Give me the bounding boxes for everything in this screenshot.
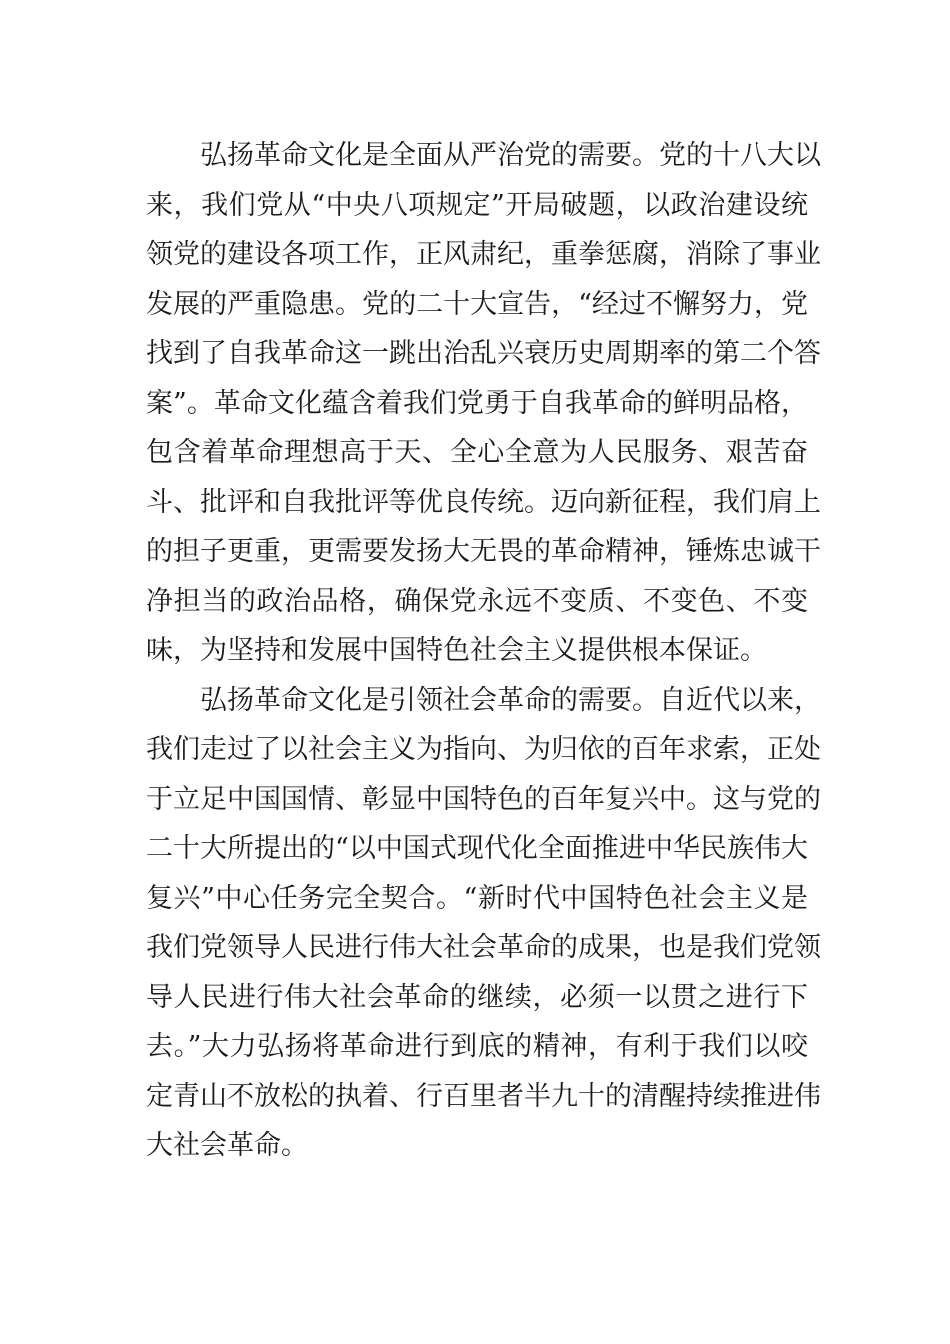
paragraph-line: 弘扬革命文化是引领社会革命的需要。自近代以来， <box>200 684 821 716</box>
paragraph-line: 我们走过了以社会主义为指向、为归依的百年求索，正处 <box>146 734 821 765</box>
paragraph-line: 二十大所提出的“以中国式现代化全面推进中华民族伟大 <box>146 833 808 864</box>
paragraph-line: 的担子更重，更需要发扬大无畏的革命精神，锤炼忠诚干 <box>146 536 821 567</box>
paragraph-line: 大社会革命。 <box>146 1130 308 1161</box>
paragraph-line: 定青山不放松的执着、行百里者半九十的清醒持续推进伟 <box>146 1080 821 1112</box>
paragraph-1 <box>146 131 821 676</box>
paragraph-line: 斗、批评和自我批评等优良传统。迈向新征程，我们肩上 <box>146 486 821 518</box>
paragraph-line: 案”。革命文化蕴含着我们党勇于自我革命的鲜明品格， <box>146 387 808 419</box>
paragraph-line: 味，为坚持和发展中国特色社会主义提供根本保证。 <box>146 635 767 666</box>
paragraph-line: 净担当的政治品格，确保党永远不变质、不变色、不变 <box>146 585 808 617</box>
paragraph-line: 复兴”中心任务完全契合。“新时代中国特色社会主义是 <box>146 882 808 914</box>
document-body <box>146 131 821 1171</box>
paragraph-line: 来，我们党从“中央八项规定”开局破题，以政治建设统 <box>146 189 808 221</box>
paragraph-line: 弘扬革命文化是全面从严治党的需要。党的十八大以 <box>200 140 821 171</box>
paragraph-line: 我们党领导人民进行伟大社会革命的成果，也是我们党领 <box>146 932 821 963</box>
paragraph-line: 找到了自我革命这一跳出治乱兴衰历史周期率的第二个答 <box>146 338 821 369</box>
paragraph-line: 领党的建设各项工作，正风肃纪，重拳惩腐，消除了事业 <box>146 239 821 270</box>
paragraph-line: 于立足中国国情、彰显中国特色的百年复兴中。这与党的 <box>146 783 821 815</box>
paragraph-line: 包含着革命理想高于天、全心全意为人民服务、艰苦奋 <box>146 437 808 468</box>
paragraph-2 <box>146 676 821 1171</box>
paragraph-line: 去。”大力弘扬将革命进行到底的精神，有利于我们以咬 <box>146 1031 808 1062</box>
paragraph-line: 发展的严重隐患。党的二十大宣告，“经过不懈努力，党 <box>146 288 808 320</box>
paragraph-line: 导人民进行伟大社会革命的继续，必须一以贯之进行下 <box>146 981 808 1013</box>
